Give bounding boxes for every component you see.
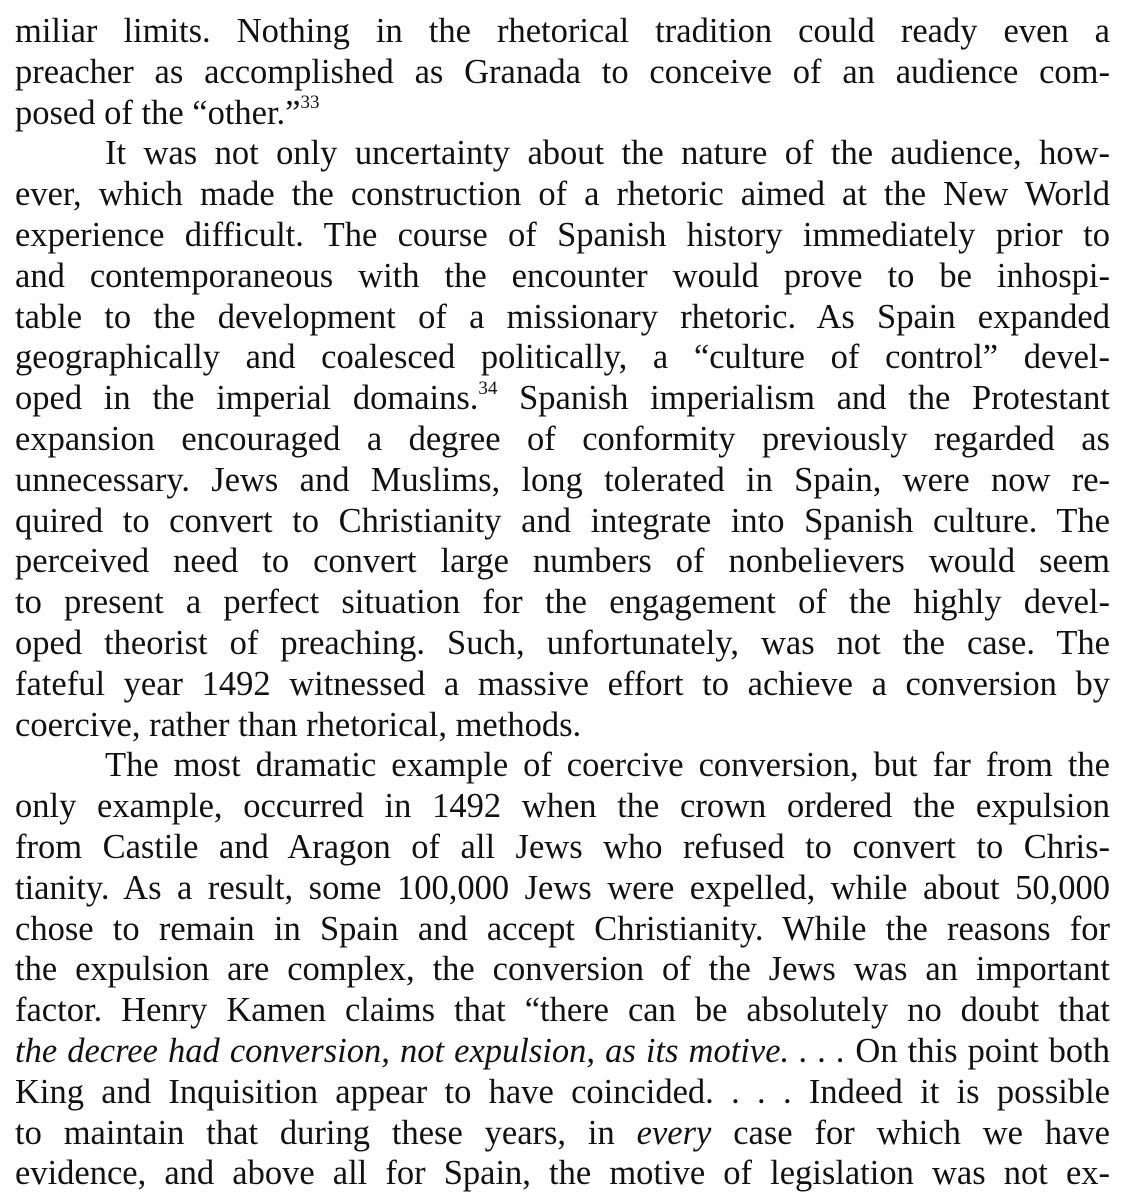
text-run: experience difficult. The course of Spanish history immediately prior to [15, 215, 1110, 254]
text-line [15, 786, 1110, 827]
text-run: to present a perfect situation for the engagement of the highly devel- [15, 583, 1110, 622]
text-run: King and Inquisition appear to have coincided. . . . Indeed it is possible [15, 1072, 1110, 1111]
paragraph [15, 11, 1110, 133]
text-run: posed of the “other.” [15, 93, 301, 132]
text-run: tianity. As a result, some 100,000 Jews were expelled, while about 50,000 [15, 868, 1110, 907]
text-run: from Castile and Aragon of all Jews who refused to convert to Chris- [15, 827, 1110, 866]
text-line [15, 949, 1110, 990]
text-line [15, 664, 1110, 705]
text-run: perceived need to convert large numbers of nonbelievers would seem [15, 542, 1110, 581]
text-line [15, 827, 1110, 868]
text-line [15, 1153, 1110, 1194]
text-line [15, 868, 1110, 909]
footnote-marker: 33 [300, 92, 320, 114]
text-line [15, 745, 1110, 786]
text-line [15, 501, 1110, 542]
text-run: case for which we have [711, 1113, 1110, 1152]
document-page [15, 11, 1110, 1194]
text-line [15, 541, 1110, 582]
text-line [15, 133, 1110, 174]
text-run: The most dramatic example of coercive conversion, but far from the [105, 746, 1110, 785]
footnote-marker: 34 [478, 378, 498, 399]
text-line [15, 582, 1110, 623]
text-run: factor. Henry Kamen claims that “there can be absolutely no doubt that [15, 991, 1110, 1030]
text-run: ever, which made the construction of a rhetoric aimed at the New World [15, 175, 1110, 214]
text-run: It was not only uncertainty about the nature of the audience, how- [105, 134, 1110, 173]
text-run: table to the development of a missionary rhetoric. As Spain expanded [15, 297, 1110, 336]
text-line [15, 378, 1110, 419]
paragraph [15, 133, 1110, 745]
text-line [15, 256, 1110, 297]
text-run: preacher as accomplished as Granada to conceive of an audience com- [15, 52, 1110, 91]
text-run: and contemporaneous with the encounter would prove to be inhospi- [15, 256, 1110, 295]
text-run: oped theorist of preaching. Such, unfortunately, was not the case. The [15, 623, 1110, 662]
text-run: fateful year 1492 witnessed a massive effort to achieve a conversion by [15, 664, 1110, 703]
text-line [15, 623, 1110, 664]
text-line [15, 52, 1110, 93]
text-run: to maintain that during these years, in [15, 1113, 637, 1152]
text-line [15, 419, 1110, 460]
text-run: evidence, and above all for Spain, the motive of legislation was not ex- [15, 1154, 1110, 1193]
paragraph [15, 745, 1110, 1194]
text-run: oped in the imperial domains. [15, 379, 479, 418]
text-line [15, 215, 1110, 256]
text-line [15, 1113, 1110, 1154]
text-line [15, 297, 1110, 338]
text-line [15, 990, 1110, 1031]
text-line [15, 909, 1110, 950]
text-line [15, 337, 1110, 378]
text-line [15, 460, 1110, 501]
text-run: expansion encouraged a degree of conformity previously regarded as [15, 419, 1110, 458]
text-run: On this point both [845, 1031, 1110, 1070]
text-run: coercive, rather than rhetorical, methods. [15, 705, 582, 744]
text-line [15, 174, 1110, 215]
text-run: chose to remain in Spain and accept Christianity. While the reasons for [15, 909, 1110, 948]
text-run: geographically and coalesced politically, a “culture of control” devel- [15, 338, 1110, 377]
text-line [15, 1072, 1110, 1113]
text-line [15, 705, 1110, 746]
text-run: Spanish imperialism and the Protestant [497, 379, 1110, 418]
italic-text: the decree had conversion, not expulsion, as its motive. . . . [15, 1031, 846, 1070]
text-line [15, 11, 1110, 52]
text-line [15, 93, 1110, 134]
italic-text: every [636, 1113, 712, 1152]
text-run: only example, occurred in 1492 when the crown ordered the expulsion [15, 787, 1110, 826]
text-run: the expulsion are complex, the conversion of the Jews was an important [15, 950, 1110, 989]
text-run: unnecessary. Jews and Muslims, long tolerated in Spain, were now re- [15, 460, 1110, 499]
text-run: quired to convert to Christianity and integrate into Spanish culture. The [15, 501, 1110, 540]
text-run: miliar limits. Nothing in the rhetorical tradition could ready even a [15, 12, 1110, 50]
text-line [15, 1031, 1110, 1072]
